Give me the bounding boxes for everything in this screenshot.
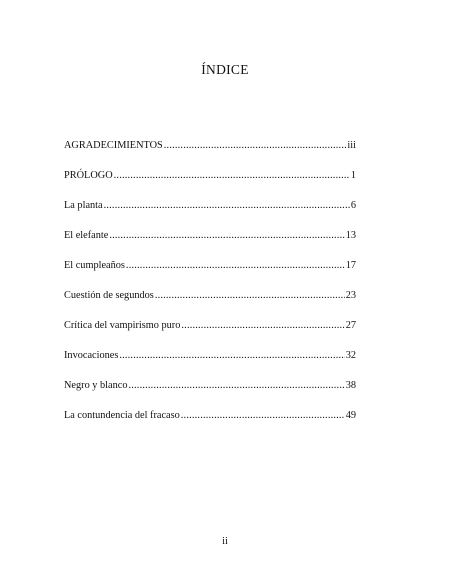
- toc-entry-label: Cuestión de segundos: [64, 290, 154, 301]
- toc-entry-agradecimientos: [64, 139, 356, 169]
- toc-entry-el-elefante: [64, 229, 356, 259]
- dot-leader: [104, 199, 350, 213]
- toc-entry-la-contundencia-del-fracaso: [64, 409, 356, 439]
- toc-entry-prologo: [64, 169, 356, 199]
- page-title: ÍNDICE: [201, 62, 249, 77]
- toc-entry-label: AGRADECIMIENTOS: [64, 140, 163, 151]
- toc-entry-page: 17: [345, 260, 356, 271]
- dot-leader: [181, 319, 344, 333]
- toc-entry-critica-del-vampirismo-puro: [64, 319, 356, 349]
- toc-entry-page: 13: [345, 230, 356, 241]
- toc-entry-page: 27: [345, 320, 356, 331]
- toc-entry-page: 32: [345, 350, 356, 361]
- toc-entry-el-cumpleanos: [64, 259, 356, 289]
- toc-entry-invocaciones: [64, 349, 356, 379]
- dot-leader: [114, 169, 350, 183]
- table-of-contents: [64, 139, 356, 439]
- dot-leader: [164, 139, 347, 153]
- toc-entry-page: 49: [345, 410, 356, 421]
- toc-entry-label: Invocaciones: [64, 350, 119, 361]
- dot-leader: [119, 349, 344, 363]
- page-number: ii: [222, 536, 228, 547]
- toc-entry-label: El cumpleaños: [64, 260, 125, 271]
- toc-entry-page: 23: [345, 290, 356, 301]
- toc-entry-page: 6: [350, 200, 356, 211]
- toc-entry-la-planta: [64, 199, 356, 229]
- toc-entry-label: Negro y blanco: [64, 380, 128, 391]
- toc-entry-label: El elefante: [64, 230, 109, 241]
- toc-entry-page: iii: [347, 140, 356, 151]
- toc-entry-page: 38: [345, 380, 356, 391]
- dot-leader: [128, 379, 344, 393]
- toc-entry-negro-y-blanco: [64, 379, 356, 409]
- dot-leader: [155, 289, 345, 303]
- dot-leader: [181, 409, 345, 423]
- toc-entry-label: PRÓLOGO: [64, 170, 113, 181]
- toc-entry-cuestion-de-segundos: [64, 289, 356, 319]
- dot-leader: [109, 229, 344, 243]
- toc-entry-label: La planta: [64, 200, 103, 211]
- toc-entry-label: La contundencia del fracaso: [64, 410, 180, 421]
- toc-entry-label: Crítica del vampirismo puro: [64, 320, 181, 331]
- dot-leader: [126, 259, 345, 273]
- toc-entry-page: 1: [350, 170, 356, 181]
